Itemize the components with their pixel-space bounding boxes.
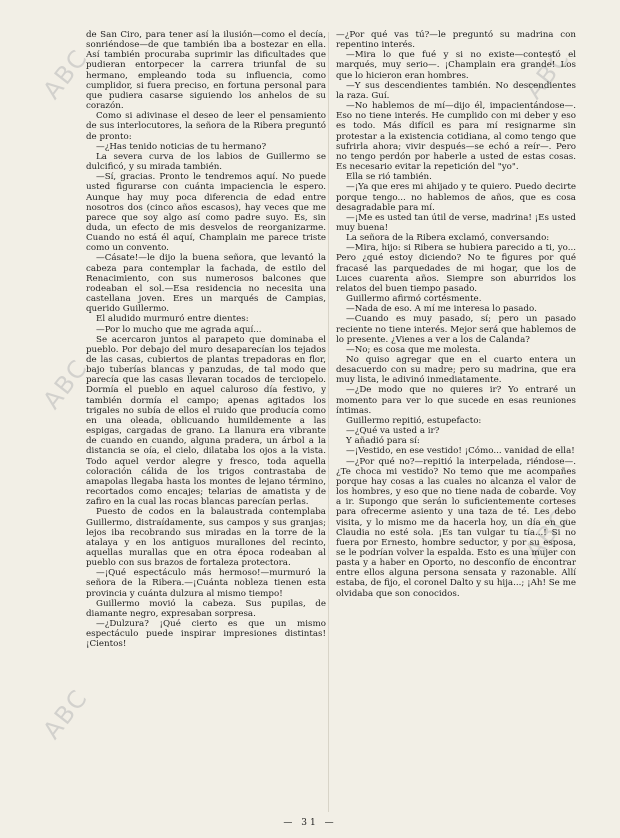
left-text-column [86,30,326,815]
paragraph: Ella se rió también. [346,172,432,183]
watermark: ABC [519,43,576,105]
paragraph: La señora de la Ribera exclamó, conversando: [346,233,550,244]
paragraph: —No; es cosa que me molesta. [346,344,481,355]
paragraph: —Nada de eso. A mí me interesa lo pasado. [346,304,537,315]
paragraph: —No hablemos de mí—dijo él, impacientándose—. Eso no tiene interés. He cumplido con mi deber y eso es todo. Más difícil es para mí resignarme sin protestar a la existencia cotidiana, al como tengo que sufrirla ahora; vivir después—se echó a reír—. Pero no tengo perdón por haberle a usted de estas cosas. Es necesario evitar la repetición del "yo". [336,101,576,173]
paragraph: Como si adivinase el deseo de leer el pensamiento de sus interlocutores, la señora de la Ribera preguntó de pronto: [86,111,326,142]
paragraph: Guillermo afirmó cortésmente. [346,294,482,305]
paragraph: —Por lo mucho que me agrada aquí... [96,324,262,335]
paragraph: —¡Ya que eres mi ahijado y te quiero. Puedo decirte porque tengo... no hablemos de años, que es cosa desagradable para mí. [336,182,576,213]
paragraph: El aludido murmuró entre dientes: [96,314,249,325]
paragraph: —Mira, hijo: si Ribera se hubiera parecido a ti, yo... Pero ¿qué estoy diciendo? No te figures por qué fracasé las parquedades de mi hogar, que los de Luces cuarenta años. Siempre son aburridos los relatos del buen tiempo pasado. [336,243,576,294]
paragraph: La severa curva de los labios de Guillermo se dulcificó, y su mirada también. [86,151,326,173]
paragraph: —Y sus descendientes también. No descendientes la raza. Guí. [336,80,576,101]
paragraph: Puesto de codos en la balaustrada contemplaba Guillermo, distraídamente, sus campos y sus granjas; lejos iba recobrando sus miradas en la torre de la atalaya y en los antiguos murallones del recinto, aquellas murallas que en otra época rodeaban al pueblo con sus brazos de fortaleza protectora. [86,507,326,569]
paragraph: —¿Dulzura? ¡Qué cierto es que un mismo espectáculo puede inspirar impresiones distintas! ¡Cientos! [86,619,326,650]
paragraph: Guillermo repitió, estupefacto: [346,415,482,426]
paragraph: —Cuando es muy pasado, sí; pero un pasado reciente no tiene interés. Mejor será que hablemos de lo presente. ¿Vienes a ver a los de Calanda? [336,314,576,345]
page-number: — 31 — [283,818,337,828]
watermark: ABC [37,43,94,105]
watermark: ABC [37,353,94,415]
paragraph: —¿Has tenido noticias de tu hermano? [96,141,267,152]
paragraph: —¿Qué va usted a ir? [346,426,440,437]
paragraph: —Mira lo que fué y si no existe—contestó el marqués, muy serio—. ¡Champlain era grande! Los que lo hicieron eran hombres. [336,50,576,81]
paragraph: —¡Qué espectáculo más hermoso!—murmuró la señora de la Ribera.—¡Cuánta nobleza tienen esta provincia y cuánta dulzura al mismo tiempo! [86,568,326,599]
column-divider [328,32,329,812]
paragraph: —¡Vestido, en ese vestido! ¡Cómo... vanidad de ella! [346,446,575,457]
paragraph: —¡Me es usted tan útil de verse, madrina! ¡Es usted muy buena! [336,212,576,233]
watermark: ABC [37,683,94,745]
paragraph: de San Ciro, para tener así la ilusión—como el decía, sonriéndose—de que también iba a bostezar en ella. Así también procuraba suprimir las dificultades que pudieran entorpecer la carrera triunfal de su hermano, empleando toda su influencia, como cumplidor, si fuera preciso, en fortuna personal para que pudiera casarse siguiendo los anhelos de su corazón. [86,30,326,112]
paragraph: —Cásate!—le dijo la buena señora, que levantó la cabeza para contemplar la fachada, de estilo del Renacimiento, con sus numerosos balcones que rodeaban el sol.—Esa residencia no necesita una castellana joven. Eres un marqués de Campias, querido Guillermo. [86,253,326,315]
paragraph: —¿Por qué no?—repitió la interpelada, riéndose—. ¿Te choca mi vestido? No temo que me acompañes porque hay cosas a las cuales no alcanza el valor de los hombres, y eso que no tiene nada de cobarde. Voy a ir. Supongo que serán lo suficientemente corteses para ofrecerme asiento y una taza de té. Les debo visita, y lo mismo me da hacerla hoy, un día en que Claudia no esté sola. ¡Es tan vulgar tu tía...! Si no fuera por Ernesto, hombre seductor, y por su esposa, se le podrían volver la espalda. Esto es una mujer con pasta y a haber en Oporto, no desconfío de encontrar entre ellos alguna persona sensata y razonable. Allí estaba, de fijo, el coronel Dalto y su hija...; ¡Ah! Se me olvidaba que son conocidos. [336,456,576,599]
paragraph: Guillermo movió la cabeza. Sus pupilas, de diamante negro, expresaban sorpresa. [86,598,326,619]
watermark: ABC [519,503,576,565]
paragraph: —Sí, gracias. Pronto le tendremos aquí. No puede usted figurarse con cuánta impaciencia le espero. Aunque hay muy poca diferencia de edad entre nosotros dos (cinco años escasos), hay veces que me parece que soy algo así como padre suyo. Es, sin duda, un efecto de mis desvelos de reorganizarme. Cuando no está él aquí, Champlain me parece triste como un convento. [86,172,326,254]
paragraph: —¿De modo que no quieres ir? Yo entraré un momento para ver lo que sucede en esas reuniones íntimas. [336,385,576,416]
right-text-column [336,30,576,815]
paragraph: No quiso agregar que en el cuarto entera un desacuerdo con su madre; pero su madrina, que era muy lista, le adivinó inmediatamente. [336,355,576,386]
paragraph: —¿Por qué vas tú?—le preguntó su madrina con repentino interés. [336,30,576,51]
paragraph: Se acercaron juntos al parapeto que dominaba el pueblo. Por debajo del muro desaparecían los tejados de las casas, cubiertos de plantas trepadoras en flor, bajo tuberías blancas y panzudas, de tal modo que parecía que las casas llevaran tocados de terciopelo. Dormía el pueblo en aquel caluroso día festivo, y también dormía el campo; apenas agitados los trigales no subía de ellos el ruido que producía como en una oleada, oblicuando humildemente a las espigas, cargadas de grano. La llanura era vibrante de cuando en cuando, alguna pradera, un árbol a la distancia se oía, el cielo, dilataba los ojos a la vista. Todo aquel verdor alegre y fresco, toda aquella coloración cálida de los trigos contrastaba de amapolas llegaba hasta los montes de lejano término, recortados como encajes; telarias de amatista y de zafiro en la cual las rocas blancas parecían perlas. [86,334,326,508]
paragraph: Y añadió para sí: [346,436,420,447]
